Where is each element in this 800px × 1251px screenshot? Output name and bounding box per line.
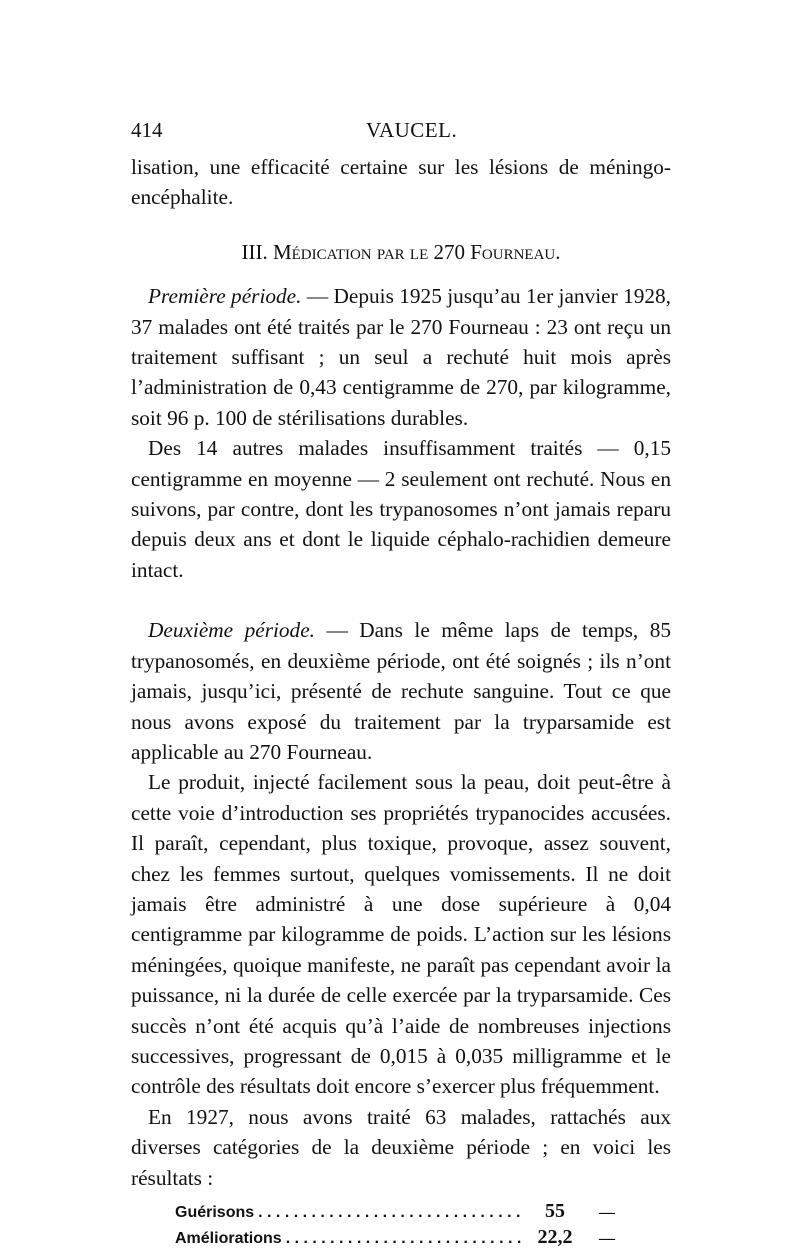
paragraph-second-period [131, 615, 671, 767]
first-period-text: — Depuis 1925 jusqu’au 1er janvier 1928, 37 malades ont été traités par le 270 Fourneau : 23 ont reçu un traitement suffisant ; un seul a rechuté huit mois après l’administration de 0,43 centigramme de 270, par kilogramme, soit 96 p. 100 de stérilisations durables. [131, 284, 671, 430]
second-period-label: Deuxième période. [148, 618, 315, 643]
section-roman: III. [241, 239, 273, 264]
paragraph-product: Le produit, injecté facilement sous la peau, doit peut-être à cette voie d’introduction ses propriétés trypanocides accusées. Il paraît, cependant, plus toxique, provoque, assez souvent, chez les femmes surtout, quelques vomissements. Il ne doit jamais être administré à une dose supérieure à 0,04 centigramme par kilogramme de poids. L’action sur les lésions méningées, quoique manifeste, ne paraît pas cependant avoir la puissance, ni la durée de celle exercée par la tryparsamide. Ces succès n’ont été acquis qu’à l’aide de nombreuses injections successives, progressant de 0,015 à 0,035 milligramme et le contrôle des résultats doit encore s’exercer plus fréquemment. [131, 770, 671, 1099]
dot-leader [286, 1227, 521, 1251]
running-title: VAUCEL. [366, 118, 458, 142]
paragraph-1927: En 1927, nous avons traité 63 malades, rattachés aux diverses catégories de la deuxième période ; en voici les résultats : [131, 1104, 671, 1190]
results-row [175, 1225, 615, 1251]
results-list [175, 1199, 615, 1251]
first-period-label: Première période. [148, 284, 302, 309]
paragraph-first-period [131, 281, 671, 433]
paragraph-untreated: Des 14 autres malades insuffisamment traités — 0,15 centigramme en moyenne — 2 seulement ont rechuté. Nous en suivons, par contre, dont les trypanosomes n’ont jamais reparu depuis deux ans et dont le liquide céphalo-rachidien demeure intact. [131, 436, 671, 582]
page-header [131, 118, 671, 146]
result-label: Guérisons [175, 1204, 255, 1221]
result-value: 22,2 [537, 1226, 573, 1248]
section-title-text: Médication par le 270 Fourneau. [272, 239, 561, 264]
result-dash: — [599, 1204, 615, 1221]
body-text [131, 152, 671, 1251]
result-label: Améliorations [175, 1230, 282, 1247]
result-value: 55 [545, 1200, 565, 1222]
result-dash: — [599, 1230, 615, 1247]
second-period-text: — Dans le même laps de temps, 85 trypanosomés, en deuxième période, ont été soignés ; ils n’ont jamais, jusqu’ici, présenté de rechute sanguine. Tout ce que nous avons exposé du traitement par la tryparsamide est applicable au 270 Fourneau. [131, 618, 672, 764]
paragraph-continuation: lisation, une efficacité certaine sur les lésions de méningo-encéphalite. [131, 155, 671, 210]
results-row [175, 1199, 615, 1225]
page-number: 414 [131, 118, 163, 142]
dot-leader [258, 1201, 521, 1225]
section-title [131, 237, 671, 267]
